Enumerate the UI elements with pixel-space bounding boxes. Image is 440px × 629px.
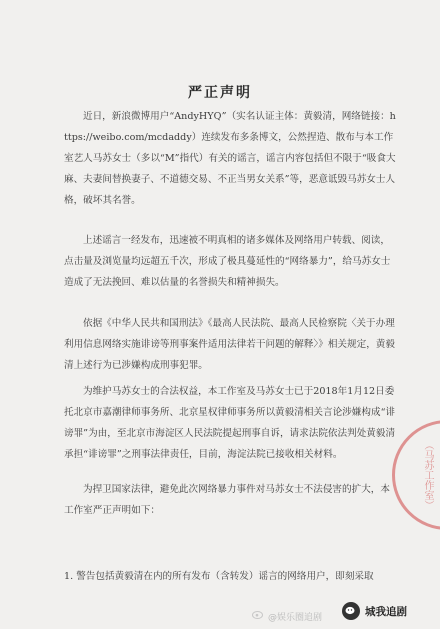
watermark: @娱乐圈追剧 xyxy=(268,613,323,623)
paragraph-item-1: 1. 警告包括黄毅清在内的所有发布（含转发）谣言的网络用户，即刻采取 xyxy=(64,571,374,582)
weibo-icon xyxy=(252,609,264,619)
paragraph-declaration-intro: 为捍卫国家法律，避免此次网络暴力事件对马苏女士不法侵害的扩大，本工作室严正声明如下： xyxy=(64,484,390,516)
wechat-icon xyxy=(342,602,360,620)
paragraph-spread-impact: 上述谣言一经发布，迅速被不明真相的诸多媒体及网络用户转载、阅读，点击量及浏览量均远超五千次，形成了极具蔓延性的“网络暴力”，给马苏女士造成了无法挽回、难以估量的名誉损失和精神损失。 xyxy=(64,235,391,288)
paragraph-rumor-description: 近日，新浪微博用户“AndyHYQ”（实名认证主体：黄毅清，网络链接：https://weibo.com/mcdaddy）连续发布多条博文，公然捏造、散布与本工作室艺人马苏女士（多以“M”指代）有关的谣言，谣言内容包括但不限于“吸食大麻、夫妻间替换妻子、不道德交易、不正当男女关系”等，恶意诋毁马苏女士人格，破坏其名誉。 xyxy=(64,111,396,206)
badge-label: 城我追剧 xyxy=(365,605,407,618)
document-title: 严正声明 xyxy=(188,85,252,101)
paragraph-legal-basis: 依据《中华人民共和国刑法》《最高人民法院、最高人民检察院〈关于办理利用信息网络实施诽谤等刑事案件适用法律若干问题的解释〉》相关规定，黄毅清上述行为已涉嫌构成刑事犯罪。 xyxy=(64,318,395,371)
paragraph-lawsuit: 为维护马苏女士的合法权益，本工作室及马苏女士已于2018年1月12日委托北京市嘉潮律师事务所、北京星权律师事务所以黄毅清相关言论涉嫌构成“诽谤罪”为由，至北京市海淀区人民法院提起刑事自诉，请求法院依法判处黄毅清承担“诽谤罪”之刑事法律责任，目前，海淀法院已接收相关材料。 xyxy=(64,386,396,460)
seal-text: （马苏工作室） xyxy=(422,440,433,510)
account-badge xyxy=(342,600,407,622)
